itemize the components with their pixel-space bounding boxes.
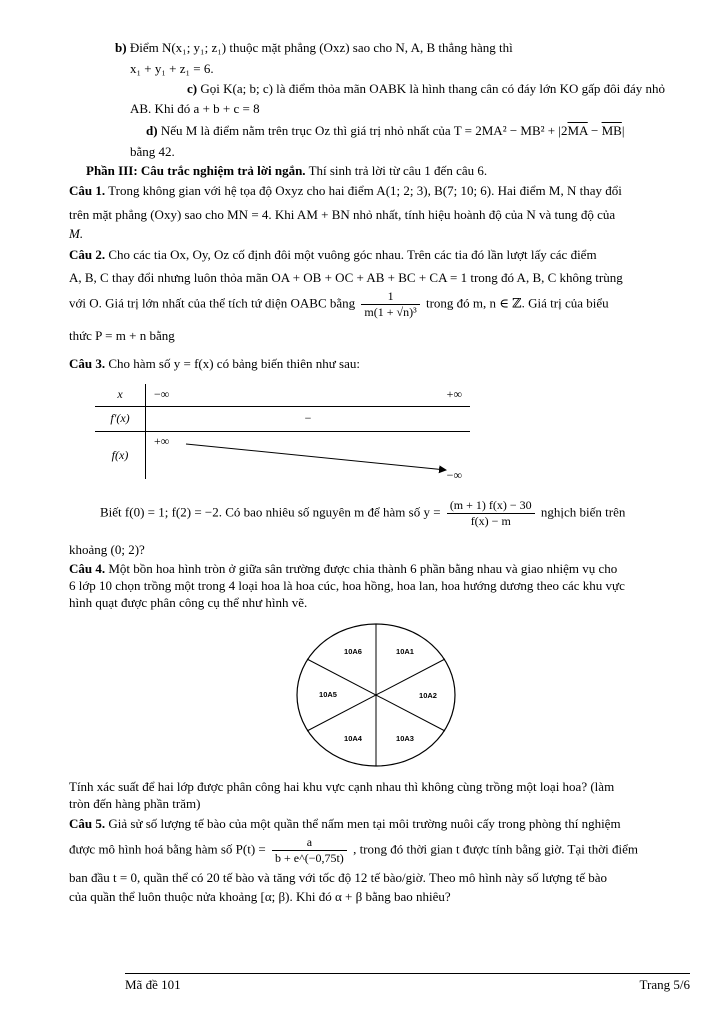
- q5-line1: Giả sử số lượng tế bào của một quần thể nấm men tại môi trường nuôi cấy trong phòng thí nghiệm: [108, 816, 621, 831]
- item-d-abs-close: |: [621, 123, 625, 138]
- item-b-cont: [68, 59, 725, 78]
- q3-line2: [69, 540, 691, 559]
- vt-f-end: −∞: [446, 468, 462, 482]
- q2-fraction: [361, 289, 419, 320]
- q5-line2b: , trong đó thời gian t được tính bằng giờ. Tại thời điểm: [353, 841, 638, 857]
- q3-label: Câu 3.: [69, 356, 106, 371]
- q2-line3a: với O. Giá trị lớn nhất của thể tích tứ diện OABC bằng: [69, 295, 356, 311]
- item-d-text: Nếu M là điểm nằm trên trục Oz thì giá trị nhỏ nhất của T = 2MA² − MB² + |2: [160, 123, 568, 138]
- q4-line2: 6 lớp 10 chọn trồng một trong 4 loại hoa là hoa cúc, hoa hồng, hoa lan, hoa hướng dương theo các khu vực: [69, 578, 625, 593]
- q2-line1: Cho các tia Ox, Oy, Oz cố định đôi một vuông góc nhau. Trên các tia đó lần lượt lấy các điểm: [108, 247, 597, 262]
- q3-frac-num: (m + 1) f(x) − 30: [447, 498, 535, 514]
- sector-label: 10A1: [396, 647, 414, 656]
- q4-line1: Một bồn hoa hình tròn ở giữa sân trường được chia thành 6 phần bằng nhau và giao nhiệm vụ cho: [108, 561, 618, 576]
- part3-text: Thí sinh trả lời từ câu 1 đến câu 6.: [308, 163, 488, 178]
- q2-line3b: trong đó m, n ∈ ℤ. Giá trị của biểu: [425, 295, 609, 311]
- q3-line1b: nghịch biến trên: [540, 504, 626, 520]
- q4-after2: tròn đến hàng phần trăm): [69, 796, 201, 811]
- q3-line1a: Biết f(0) = 1; f(2) = −2. Có bao nhiêu số nguyên m để hàm số y =: [100, 504, 441, 520]
- question-4: [69, 560, 691, 611]
- q4-label: Câu 4.: [69, 561, 106, 576]
- question-3: [69, 354, 691, 373]
- item-d: [68, 121, 725, 140]
- vt-x-end: +∞: [446, 387, 462, 401]
- page-number: Trang 5/6: [639, 977, 690, 992]
- vt-decreasing-arrow: [146, 432, 473, 480]
- question-1: [69, 181, 691, 243]
- q3-line2-text: khoảng (0; 2)?: [69, 542, 145, 557]
- q5-frac-den: b + e^(−0,75t): [274, 851, 344, 865]
- item-c-text: Gọi K(a; b; c) là điểm thỏa mãn OABK là hình thang cân có đáy lớn KO gấp đôi đáy nhỏ: [200, 81, 666, 96]
- item-b-text: Điểm N(x₁; y₁; z₁) thuộc mặt phẳng (Oxz) sao cho N, A, B thẳng hàng thì: [129, 40, 513, 55]
- vt-f-label: f(x): [95, 431, 146, 479]
- vector-mb: $\overline{MB}$: [601, 123, 622, 138]
- q5-frac-num: a: [272, 835, 347, 851]
- q2-line4: thức P = m + n bằng: [69, 328, 175, 343]
- q2-label: Câu 2.: [69, 247, 106, 262]
- q2-line2: A, B, C thay đổi nhưng luôn thỏa mãn OA + OB + OC + AB + BC + CA = 1 trong đó A, B, C không trùng: [69, 270, 623, 285]
- part3-title: Phần III: Câu trắc nghiệm trả lời ngắn.: [86, 163, 306, 178]
- variation-table: [95, 384, 470, 482]
- item-c: [68, 79, 725, 98]
- q1-line1: Trong không gian với hệ tọa độ Oxyz cho hai điểm A(1; 2; 3), B(7; 10; 6). Hai điểm M, N thay đổi: [108, 183, 622, 198]
- exam-code: Mã đề 101: [125, 977, 181, 992]
- sector-label: 10A2: [419, 691, 437, 700]
- item-c-cont-text: AB. Khi đó a + b + c = 8: [130, 101, 260, 116]
- sector-label: 10A4: [344, 734, 362, 743]
- item-d-label: d): [146, 123, 158, 138]
- question-5: [69, 814, 691, 906]
- q3-body: [100, 498, 692, 529]
- q3-fraction: [447, 498, 535, 529]
- page-footer: [125, 973, 690, 993]
- q5-line3: ban đầu t = 0, quần thể có 20 tế bào và tăng với tốc độ 12 tế bào/giờ. Theo mô hình này số lượng tế bào: [69, 870, 608, 885]
- item-d-cont-text: bằng 42.: [130, 144, 175, 159]
- q2-frac-num: 1: [361, 289, 419, 305]
- q4-line3: hình quạt được phân công cụ thể như hình vẽ.: [69, 595, 308, 610]
- q3-frac-den: f(x) − m: [470, 514, 511, 528]
- q5-fraction: [272, 835, 347, 866]
- item-c-cont: [68, 99, 725, 118]
- q5-label: Câu 5.: [69, 816, 106, 831]
- q1-line2: trên mặt phẳng (Oxy) sao cho MN = 4. Khi AM + BN nhỏ nhất, tính hiệu hoành độ của N và tung độ của: [69, 207, 616, 222]
- sector-label: 10A3: [396, 734, 414, 743]
- vt-x-label: x: [95, 384, 146, 406]
- q5-line2a: được mô hình hoá bằng hàm số P(t) =: [69, 841, 266, 857]
- vt-fprime-label: f′(x): [95, 406, 146, 431]
- vt-sign: −: [146, 406, 471, 431]
- q4-after: [69, 778, 691, 812]
- q5-line4: của quần thể luôn thuộc nửa khoảng [α; β). Khi đó α + β bằng bao nhiêu?: [69, 889, 451, 904]
- q1-label: Câu 1.: [69, 183, 106, 198]
- item-b-label: b): [115, 40, 127, 55]
- part3-heading: [86, 161, 708, 180]
- sector-label: 10A6: [344, 647, 362, 656]
- vt-x-start: −∞: [154, 387, 170, 401]
- item-b-cont-text: x₁ + y₁ + z₁ = 6.: [130, 61, 214, 76]
- item-c-label: c): [187, 81, 198, 96]
- q2-frac-den: m(1 + √n)³: [364, 305, 417, 319]
- q3-intro: Cho hàm số y = f(x) có bảng biến thiên như sau:: [108, 356, 360, 371]
- q1-line3: M.: [69, 226, 84, 241]
- question-2: [69, 245, 691, 345]
- vector-ma: $\overline{MA}$: [567, 123, 588, 138]
- vt-f-start: +∞: [154, 433, 170, 448]
- item-d-cont: [68, 142, 725, 161]
- flower-bed-diagram: [294, 621, 458, 769]
- sector-label: 10A5: [319, 690, 337, 699]
- item-b: [68, 38, 725, 57]
- q4-after1: Tính xác suất để hai lớp được phân công hai khu vực cạnh nhau thì không cùng trồng một loại hoa? (làm: [69, 779, 615, 794]
- item-d-minus: −: [587, 123, 602, 138]
